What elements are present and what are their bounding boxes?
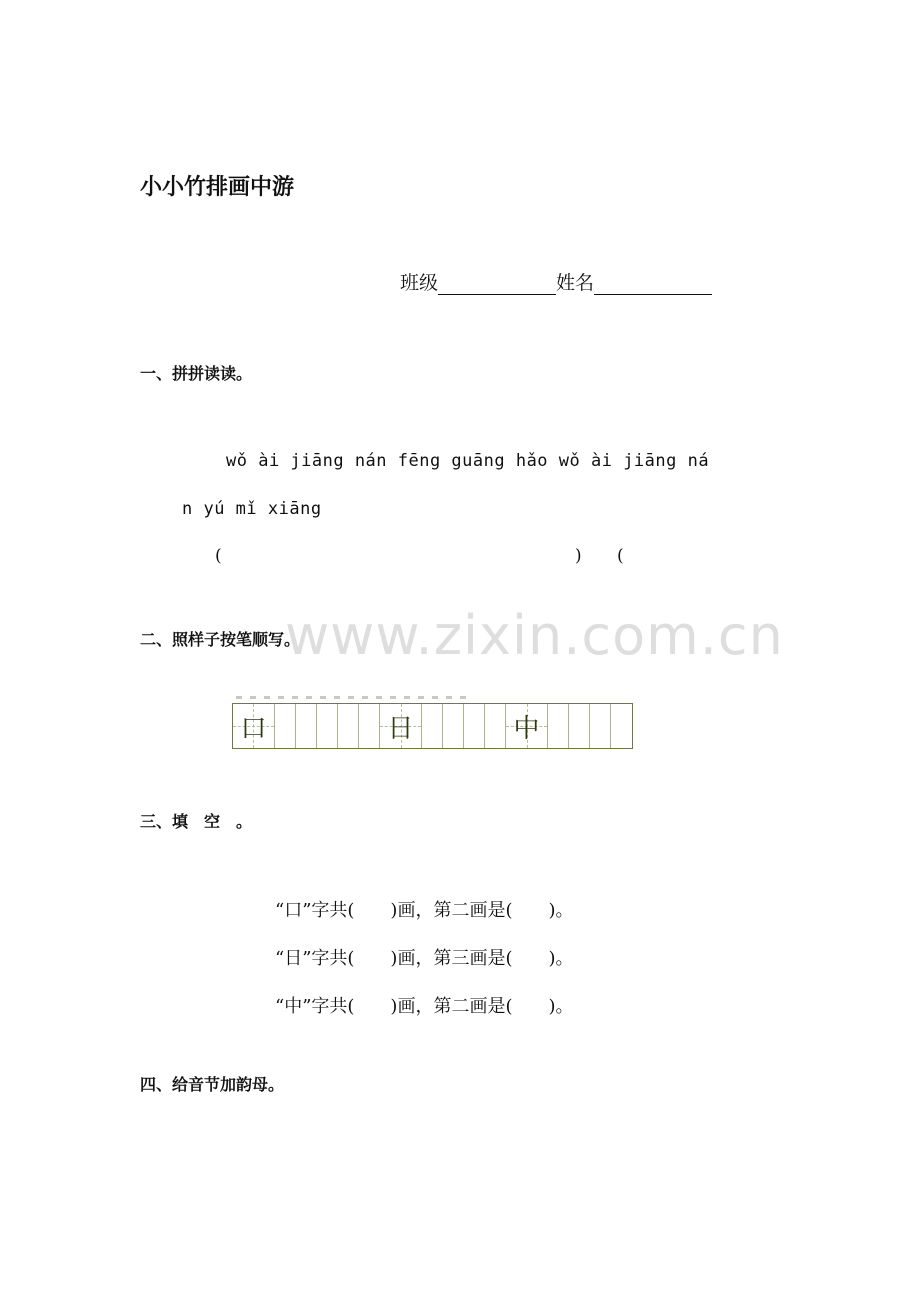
section1-heading: 一、拼拼读读。 [140, 364, 253, 383]
answer-paren-close-1: ) [575, 546, 582, 566]
answer-paren-open-2: ( [617, 546, 624, 566]
sample-char-kou: 口 [240, 713, 267, 744]
sample-char-zhong: 中 [513, 713, 540, 744]
name-label: 姓名 [556, 272, 595, 294]
practice-cell [359, 704, 380, 748]
practice-cell [485, 704, 506, 748]
fill-line-3: “中”字共( )画，第二画是( )。 [275, 996, 574, 1017]
practice-cell [275, 704, 296, 748]
practice-cell [611, 704, 632, 748]
practice-cell [443, 704, 464, 748]
name-blank [594, 272, 712, 295]
stroke-order-grid [232, 703, 633, 749]
section2-heading: 二、照样子按笔顺写。 [140, 630, 301, 649]
answer-paren-open-1: ( [215, 546, 222, 566]
watermark: www.zixin.com.cn [285, 604, 784, 667]
worksheet-title: 小小竹排画中游 [140, 175, 295, 200]
class-name-line [400, 268, 712, 295]
sample-cell-ri [380, 704, 422, 748]
faded-stroke-guide [236, 696, 466, 699]
practice-cell [338, 704, 359, 748]
sample-char-ri: 日 [387, 713, 414, 744]
section3-heading: 三、填 空 。 [140, 812, 253, 831]
practice-cell [422, 704, 443, 748]
pinyin-line-2: n yú mǐ xiāng [182, 499, 322, 519]
practice-cell [296, 704, 317, 748]
practice-cell [548, 704, 569, 748]
section4-heading: 四、给音节加韵母。 [140, 1075, 285, 1094]
sample-cell-zhong [506, 704, 548, 748]
practice-cell [569, 704, 590, 748]
fill-line-2: “日”字共( )画，第三画是( )。 [275, 948, 574, 969]
pinyin-line-1: wǒ ài jiāng nán fēng guāng hǎo wǒ ài jiāng ná [226, 451, 710, 471]
class-label: 班级 [400, 272, 439, 294]
practice-cell [317, 704, 338, 748]
sample-cell-kou [233, 704, 275, 748]
class-blank [438, 272, 556, 295]
fill-line-1: “口”字共( )画，第二画是( )。 [275, 900, 574, 921]
practice-cell [464, 704, 485, 748]
practice-cell [590, 704, 611, 748]
